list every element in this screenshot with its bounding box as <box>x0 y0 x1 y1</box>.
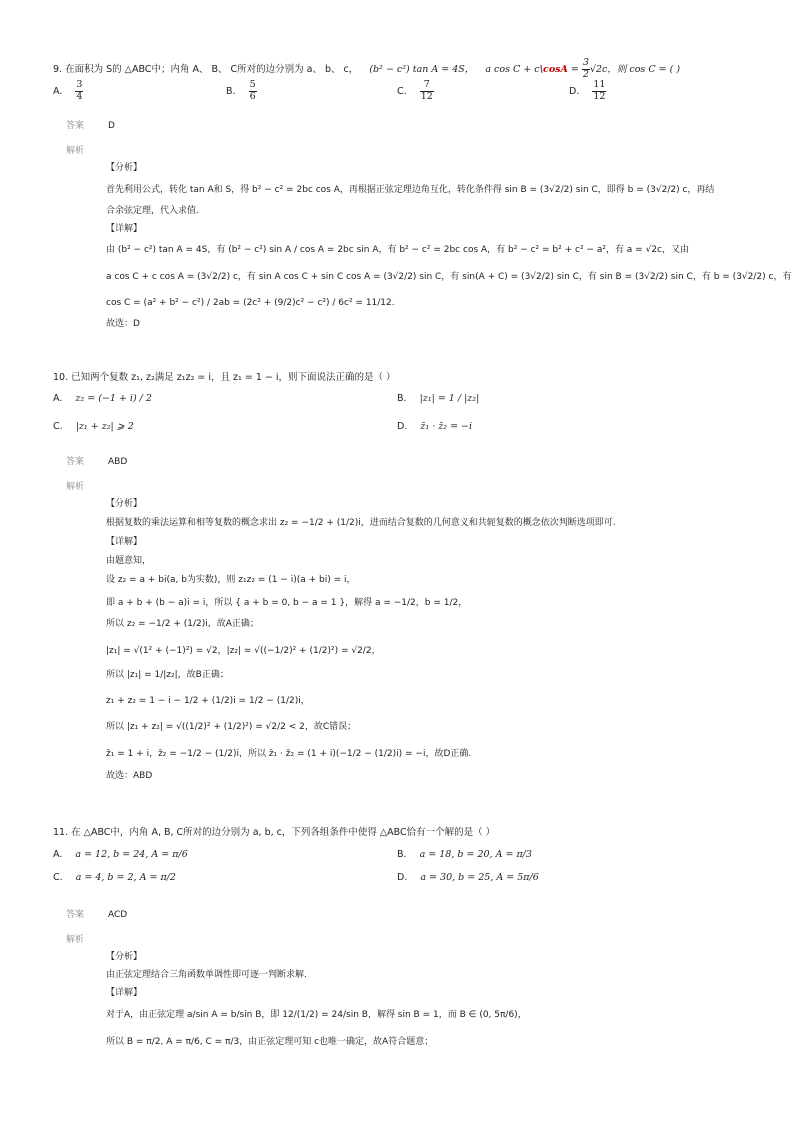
q9-option-a-value: $\frac{3}{4}$ <box>76 79 83 102</box>
q10-option-a-value: z₂ = (−1 + i) / 2 <box>75 393 152 404</box>
q9-red-cosA: \cosA <box>539 63 568 75</box>
q11-option-d-value: a = 30, b = 25, A = 5π/6 <box>420 872 539 883</box>
q10-xiangjie-title: 【详解】 <box>106 537 143 547</box>
q10-detail-line: 设 z₂ = a + bi(a, b为实数)，则 z₁z₂ = (1 − i)(a + bi) = i， <box>106 575 356 585</box>
q9-fenxi-line1: 首先利用公式，转化 tan A和 S，得 b² − c² = 2bc cos A，再根据正弦定理边角互化，转化条件得 sin B = (3√2/2) sin C，即得 b = (3√2/2) c，再结 <box>106 185 715 195</box>
q9-xiangjie-title: 【详解】 <box>106 224 143 234</box>
q11-fenxi-line1: 由正弦定理结合三角函数单调性即可逐一判断求解. <box>106 970 307 980</box>
q10-option-c-value: |z₁ + z₂| ⩾ 2 <box>75 421 134 432</box>
q9-stem-line <box>53 58 680 81</box>
q11-detail-line1: 对于A，由正弦定理 a/sin A = b/sin B，即 12/(1/2) = 24/sin B，解得 sin B = 1，而 B ∈ (0, 5π/6)， <box>106 1010 527 1020</box>
q10-answer: ABD <box>108 457 128 467</box>
q9-option-b[interactable]: B. $\frac{5}{6}$ <box>226 79 256 102</box>
q11-xiangjie-title: 【详解】 <box>106 988 143 998</box>
q11-analysis-label: 解析 <box>66 935 85 945</box>
q11-option-a-value: a = 12, b = 24, A = π/6 <box>75 849 188 860</box>
q10-fenxi-title: 【分析】 <box>106 499 143 509</box>
q10-option-b-value: |z₁| = 1 / |z₂| <box>419 393 480 404</box>
q9-stem: 9. 在面积为 S的 △ABC中；内角 A、 B、 C所对的边分别为 a、 b、 c， <box>53 63 359 75</box>
q11-option-d[interactable]: D. a = 30, b = 25, A = 5π/6 <box>397 872 539 883</box>
q10-option-a[interactable]: A. z₂ = (−1 + i) / 2 <box>53 393 152 404</box>
q9-answer-label: 答案 <box>66 121 85 131</box>
q10-detail-line: 即 a + b + (b − a)i = i，所以 { a + b = 0, b − a = 1 }，解得 a = −1/2，b = 1/2， <box>106 598 468 608</box>
q11-fenxi-title: 【分析】 <box>106 952 143 962</box>
q10-fenxi-line1: 根据复数的乘法运算和相等复数的概念求出 z₂ = −1/2 + (1/2)i，进而结合复数的几何意义和共轭复数的概念依次判断选项即可. <box>106 518 616 528</box>
q10-option-d[interactable]: D. z̄₁ · z̄₂ = −i <box>397 421 473 432</box>
q10-option-c[interactable]: C. |z₁ + z₂| ⩾ 2 <box>53 421 134 432</box>
q10-detail-line: 由题意知， <box>106 556 152 566</box>
q11-answer-label: 答案 <box>66 910 85 920</box>
q11-option-b[interactable]: B. a = 18, b = 20, A = π/3 <box>397 849 532 860</box>
q10-detail-line: |z₁| = √(1² + (−1)²) = √2，|z₂| = √((−1/2)² + (1/2)²) = √2/2， <box>106 646 381 656</box>
q9-option-a[interactable]: A. $\frac{3}{4}$ <box>53 79 83 102</box>
q9-fenxi-line2: 合余弦定理，代入求值. <box>106 206 199 216</box>
q10-detail-line: z₁ + z₂ = 1 − i − 1/2 + (1/2)i = 1/2 − (1/2)i， <box>106 696 310 706</box>
q9-detail-line1: 由 (b² − c²) tan A = 4S，有 (b² − c²) sin A / cos A = 2bc sin A，有 b² − c² = 2bc cos A，有 b² − c² = b² + c² − a²，有 a = √2c，又由 <box>106 245 689 255</box>
q10-option-d-value: z̄₁ · z̄₂ = −i <box>420 421 473 432</box>
q9-answer: D <box>108 121 115 131</box>
q10-detail-line: 所以 z₂ = −1/2 + (1/2)i，故A正确； <box>106 619 259 629</box>
q9-option-d-value: $\frac{11}{12}$ <box>593 79 606 102</box>
q11-detail-line2: 所以 B = π/2, A = π/6, C = π/3，由正弦定理可知 c也唯一确定，故A符合题意； <box>106 1037 434 1047</box>
q10-stem: 10. 已知两个复数 z₁, z₂满足 z₁z₂ = i，且 z₁ = 1 − i，则下面说法正确的是（ ） <box>53 372 396 383</box>
q11-option-c[interactable]: C. a = 4, b = 2, A = π/2 <box>53 872 176 883</box>
q11-option-c-value: a = 4, b = 2, A = π/2 <box>75 872 176 883</box>
q10-analysis-label: 解析 <box>66 482 85 492</box>
q9-condition-2: a cos C + c\cosA = $\frac{3}{2}$ √2c，则 cos C = ( ) <box>485 57 681 80</box>
q10-option-b[interactable]: B. |z₁| = 1 / |z₂| <box>397 393 480 404</box>
q10-conclusion: 故选：ABD <box>106 771 153 781</box>
q9-detail-line3: cos C = (a² + b² − c²) / 2ab = (2c² + (9/2)c² − c²) / 6c² = 11/12. <box>106 298 395 308</box>
q11-option-a[interactable]: A. a = 12, b = 24, A = π/6 <box>53 849 188 860</box>
q9-detail-line2: a cos C + c cos A = (3√2/2) c，有 sin A cos C + sin C cos A = (3√2/2) sin C，有 sin(A + C) = (3√2/2) sin C，有 sin B = (3√2/2) sin C，有 b = (3√2/2) c，有 <box>106 272 792 282</box>
q9-condition-1: (b² − c²) tan A = 4S， <box>369 63 475 75</box>
q10-detail-line: 所以 |z₁ + z₂| = √((1/2)² + (1/2)²) = √2/2 < 2，故C错误； <box>106 722 357 732</box>
q9-option-c-value: $\frac{7}{12}$ <box>420 79 433 102</box>
q11-stem: 11. 在 △ABC中，内角 A, B, C所对的边分别为 a, b, c，下列各组条件中使得 △ABC恰有一个解的是（ ） <box>53 827 496 838</box>
q9-fenxi-title: 【分析】 <box>106 163 143 173</box>
q9-option-c[interactable]: C. $\frac{7}{12}$ <box>397 79 433 102</box>
q9-analysis-label: 解析 <box>66 146 85 156</box>
q11-option-b-value: a = 18, b = 20, A = π/3 <box>419 849 532 860</box>
q11-answer: ACD <box>108 910 128 920</box>
q10-detail-line: 所以 |z₁| = 1/|z₂|，故B正确； <box>106 670 229 680</box>
q9-conclusion: 故选：D <box>106 319 140 329</box>
q10-answer-label: 答案 <box>66 457 85 467</box>
q9-option-b-value: $\frac{5}{6}$ <box>249 79 256 102</box>
q10-detail-line: z̄₁ = 1 + i，z̄₂ = −1/2 − (1/2)i，所以 z̄₁ · z̄₂ = (1 + i)(−1/2 − (1/2)i) = −i，故D正确. <box>106 749 472 759</box>
q9-option-d[interactable]: D. $\frac{11}{12}$ <box>569 79 606 102</box>
